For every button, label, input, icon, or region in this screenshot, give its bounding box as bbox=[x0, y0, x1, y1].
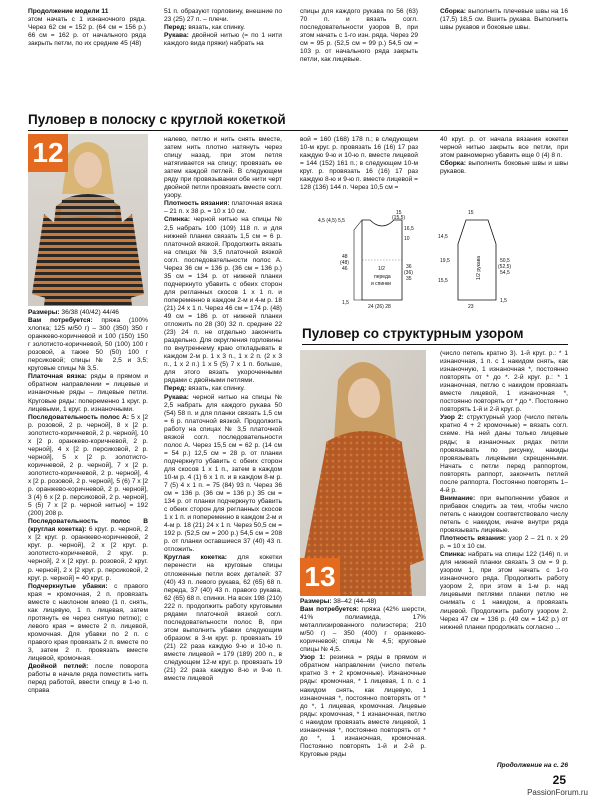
sleeve-label: 1/2 рукава bbox=[476, 255, 482, 280]
dim-l-155: (15,5) bbox=[392, 215, 406, 221]
dim-r-505: 50,5 bbox=[500, 258, 510, 264]
m12-gauge: Плотность вязания: платочная вязка – 21 п. х 38 р. = 10 х 10 см. bbox=[164, 200, 283, 216]
model-12-column-2 bbox=[164, 136, 283, 683]
top-col1-heading: Продолжение модели 11 bbox=[28, 8, 109, 15]
top-col1-text: этом начать с 1 изнаночного ряда. Через 62 см = 152 р. (64 см = 156 р.) 66 см = 162 р. от начального ряда закрыть петли, по их средние 45 (48) bbox=[28, 16, 146, 48]
front-label-3: и спинки bbox=[371, 281, 391, 287]
m12-decreases: Подчеркнутые убавки: с правого края = кромочная, 2 п. провязать вместе с наклоном влево (1 п. снять, как лицевую, 1 п. лицевая, затем протянуть ее через снятую петлю); с левого края = вместе 2 п. лицевой, кромочная. Для убавки по 2 п. с правого края провязать 2 п. вместе по 3, затем 2 п. провязать вместе лицевой, кромочная. bbox=[28, 582, 148, 663]
m12-stripes-a: Последовательность полос А: 5 х [2 р. розовой, 2 р. черной], 8 х [2 р. золотисто-коричневой, 2 р. черной], 10 х [2 р. оранжево-коричневой, 2 р. черной], 4 х [2 р. персиковой, 2 р. черной], 5 х [2 р. золотисто-коричневой, 2 р. черной], 7 х [2 р. золотисто-коричневой, 2 р. черной], 4 х [2 р. розовой, 2 р. черной], 5 (6) 7 х [2 р. оранжево-коричневой, 2 р. черной], 3 (4) 6 х [2 р. персиковой, 2 р. черной], 5 (5) 7 х [2 р. черной нитью] = 192 (200) 208 р. bbox=[28, 413, 148, 518]
pattern-schematic bbox=[318, 208, 548, 312]
dim-r-525: (52,5) bbox=[498, 264, 512, 270]
dim-l-165: 16,5 bbox=[404, 226, 414, 232]
model-12-column-1 bbox=[28, 309, 148, 795]
m13-pattern-2: Узор 2: структурный узор (число петель кратно 4 + 2 кромочные) = вязать согл. схеме. На ней даны только лицевые ряды; в изнаночных рядах петли провязывать по рисунку, накиды провязывать лицевыми скрещенными. Начать с петли перед раппортом, повторять раппорт, закончить петлей после раппорта. Постоянно повторять 1–4-й р. bbox=[440, 414, 568, 494]
m12-double-loop: Двойной петлей: после поворота работы в начале ряда поместить нить перед работой, ввести спицу в 1-ю п. справа bbox=[28, 663, 148, 695]
m12-col3-text: вой = 160 (168) 178 п.; в следующем 10-м круг. р. провязать 16 (16) 17 раз каждую 9-ю и 10-ю п. вместе лицевой = 144 (152) 161 п.; в следующем 10-м круг. р. провязать 16 (16) 17 раз каждую 8-ю и 9-ю п. вместе лицевой = 128 (136) 144 п. Через 10,5 см = bbox=[300, 136, 418, 192]
model-13-column-1 bbox=[300, 598, 426, 780]
top-column-2 bbox=[164, 8, 282, 78]
dim-l-36b: (36) bbox=[404, 270, 413, 276]
model-13-photo bbox=[300, 350, 426, 596]
model-12-badge: 12 bbox=[28, 134, 68, 172]
m12-materials: Вам потребуется: пряжа (100% хлопка; 125 м/50 г) – 300 (350) 350 г оранжево-коричневой и 100 (150) 150 г золотисто-коричневой, 50 (100) 100 г розовой, а также 50 (50) 100 г персиковой; спицы № 2,5 и 3,5; круговые спицы № 3,5. bbox=[28, 317, 148, 373]
model-12-title: Пуловер в полоску с круглой кокеткой bbox=[28, 112, 286, 127]
dim-r-23: 23 bbox=[468, 304, 474, 310]
model-12-title-rule bbox=[28, 130, 568, 131]
model-13-title-rule bbox=[302, 344, 568, 345]
m12-back: Спинка: черной нитью на спицы № 2,5 набрать 100 (109) 118 п. и для нижней планки связать 1,5 см = 6 р. платочной вязкой. Продолжить вязать на спицах № 3,5 платочной вязкой согл. последовательности полос А. Через 36 см = 136 р. (36 см = 136 р.) 35 см = 134 р. от нижней планки подчеркнуто убавить с обеих сторон для регланных скосов 1 х 1 п. и попеременно в каждом 2-м и 4-м р. 18 (21) 24 х 1 п. Через 46 см = 174 р. (48) 49 см = 186 р. от нижней планки отложить по 28 (30) 32 п. средние 22 (23) 24 п. не отдельно закончить раздельно. Для округления горловины по внутреннему краю откладывать в каждом 2-м р. 1 х 3 п., 1 х 2 п. (2 х 3 п., 1 х 2 п.) 1 х 5 (5) 7 х 1 п. больше, для этого вязать укороченными рядами с двойными петлями. bbox=[164, 216, 282, 385]
dim-l-10: 10 bbox=[404, 236, 410, 242]
dim-neck: 4,5 (4,5) 5,5 bbox=[318, 218, 345, 224]
model-13-badge: 13 bbox=[300, 558, 340, 596]
m12-yoke: Круглая кокетка: для кокетки перенести на круговые спицы отложенные петли всех деталей: 37 (40) 43 п. левого рукава, 62 (65) 68 п. переда, 37 (40) 43 п. правого рукава, 62 (65) 68 п. спинки. На всех 198 (210) 222 п. продолжить работу круговыми рядами платочной вязкой согл. последовательности полос В, при этом выполнить убавки следующим образом: в 3-м круг. р. провязать 19 (21) 22 раза каждую 9-ю и 10-ю п. вместе лицевой = 179 (189) 200 п., в следующем 12-м круг. р. провязать 19 (21) 22 раза каждую 8-ю и 9-ю п. вместе лицевой bbox=[164, 554, 282, 683]
front-label-2: переда bbox=[374, 274, 391, 280]
model-13-title: Пуловер со структурным узором bbox=[302, 326, 524, 341]
dim-l-48: 48 bbox=[342, 254, 348, 260]
dim-width: 24 (26) 28 bbox=[368, 304, 391, 310]
top-col2-text: 51 п. образуют горловину, внешние по 23 (25) 27 п. – плечи. bbox=[164, 8, 282, 24]
m12-stitch: Платочная вязка: ряды в прямом и обратном направлении = лицевые и изнаночные ряды – лицевые петли. Круговые ряды: попеременно 1 круг. р. лицевыми, 1 круг. р. изнаночными. bbox=[28, 373, 149, 413]
m13-gauge: Плотность вязания: узор 2 – 21 п. х 29 р. = 10 х 10 см. bbox=[440, 535, 568, 551]
m13-pattern-1: Узор 1: резинка = ряды в прямом и обратном направлении (число петель кратно 3 + 2 кромочные). Изнаночные ряды: кромочная, * 1 лицевая, 1 п. с 1 накидом снять, как лицевую, 1 изнаночная *, постоянно повторять от * до *, 1 лицевая, кромочная. Лицевые ряды: кромочная, * 1 изнаночная, петлю с накидом провязать вместе лицевой, 1 изнаночная *, постоянно повторять от * до *, 1 изнаночная, кромочная. Постоянно повторять 1-й и 2-й р. Круговые ряды bbox=[300, 654, 427, 758]
m12-col4-text: 40 круг. р. от начала вязания кокетки черной нитью закрыть все петли, при этом равномерно убавить еще 0 (4) 8 п. bbox=[440, 136, 568, 160]
dim-r-15: 15 bbox=[468, 210, 474, 216]
top-col2-sleeves: Рукава: двойной нитью (= по 1 нити каждого вида пряжи) набрать на bbox=[164, 32, 282, 48]
page-number: 25 bbox=[552, 773, 566, 787]
front-label-1: 1/2 bbox=[378, 266, 385, 272]
m13-sizes: Размеры: 38–42 (44–48) bbox=[300, 598, 377, 605]
dim-r-195: 19,5 bbox=[440, 258, 450, 264]
m12-front: Перед: вязать, как спинку. bbox=[164, 385, 246, 393]
m12-sleeves: Рукава: черной нитью на спицы № 2,5 набрать для каждого рукава 50 (54) 58 п. и для планки связать 1,5 см = 6 р. платочной вязкой. Продолжить работу на спицах № 3,5 платочной вязкой согл. последовательности полос А. Через 15,5 см = 62 р. (14 см = 54 р.) 12,5 см = 28 р. от планки подчеркнуто убавить с обеих сторон для скосов 1 х 1 п., затем в каждом 10-м р. 4 (1) 6 х 1 п. и в каждом 8-м р. 7 (5) 4 х 1 п. = 75 (84) 93 п. Через 36 см = 136 р. (36 см = 136 р.) 35 см = 134 р. от планки подчеркнуто убавить с обеих сторон для регланных скосов 1 х 1 п. и попеременно в каждом 2-м и 4-м р. 18 (21) 24 х 1 п. Через 50,5 см = 192 р. (52,5 см = 200 р.) 54,5 см = 208 р. от планки оставшиеся 37 (40) 43 п. отложить. bbox=[164, 393, 282, 554]
m13-back: Спинка: набрать на спицы 122 (146) п. и для нижней планки связать 3 см = 9 р. узором 1, при этом начать с 1-го изнаночного ряда. Продолжить работу узором 2, при этом в 1-м р. над лицевыми петлями планки петлю не снимать с 1 накидом, а провязать лицевой. Продолжить работу узором 2. Через 47 см = 136 р. (49 см = 142 р.) от нижней планки продолжать согласно ... bbox=[440, 551, 568, 631]
top-col2-front: Перед: вязать, как спинку. bbox=[164, 24, 246, 32]
dim-r-15b: 1,5 bbox=[500, 298, 507, 304]
model-12-column-3 bbox=[300, 136, 418, 198]
dim-l-35: 35 bbox=[406, 276, 412, 282]
dim-l-46: 46 bbox=[342, 266, 348, 272]
top-column-4 bbox=[440, 8, 568, 78]
m12-assembly: Сборка: выполнить боковые швы и швы рукавов. bbox=[440, 160, 568, 176]
m13-materials: Вам потребуется: пряжа (42% шерсти, 41% полиамида, 17% металлизированного полиэстера; 210 м/50 г) – 350 (400) г оранжево-коричневой; спицы № 4,5; круговые спицы № 4,5. bbox=[300, 606, 426, 654]
top-column-3 bbox=[300, 8, 418, 78]
dim-r-145: 14,5 bbox=[438, 234, 448, 240]
m12-col2-intro: налево, петлю и нить снять вместе, затем нить плотно натянуть через спицу назад, при этом петля натягивается на спицу; провязать ее затем каждой петлей. В следующем ряду при провязывании обе нити черт двойной петли провязать вместе согл. узору. bbox=[164, 136, 282, 200]
dim-l-48b: (48) bbox=[340, 260, 349, 266]
site-watermark: PassionForum.ru bbox=[527, 788, 588, 797]
m12-sizes: Размеры: 36/38 (40/42) 44/46 bbox=[28, 309, 119, 316]
m13-attention: Внимание: при выполнении убавок и прибавок следить за тем, чтобы число петель с накидом соответствовало числу петель с накидом, иначе внутри ряда провязывать лицевые. bbox=[440, 494, 568, 535]
dim-r-545: 54,5 bbox=[500, 270, 510, 276]
top-col3-text: спицы для каждого рукава по 56 (63) 70 п. и вязать согл. последовательности узоров В, при этом начать с 1-го изн. ряда. Через 29 см = 95 р. (52,5 см = 99 р.) 54,5 см = 103 р. от начального ряда закрыть петли, как лицевые. bbox=[300, 8, 418, 64]
dim-r-155: 15,5 bbox=[438, 278, 448, 284]
model-12-photo bbox=[28, 134, 148, 306]
model-12-column-4 bbox=[440, 136, 568, 198]
dim-l-36: 36 bbox=[406, 264, 412, 270]
model-13-column-2 bbox=[440, 350, 568, 760]
continued-note: Продолжение на с. 26 bbox=[496, 762, 568, 769]
top-col4-text: Сборка: выполнить плечевые швы на 16 (17,5) 18,5 см. Вшить рукава. Выполнить швы рукавов и боковые швы. bbox=[440, 8, 568, 32]
m13-col2-intro: (число петель кратно 3). 1-й круг. р.: * 1 изнаночная, 1 п. с 1 накидом снять, как изнаночную, 1 изнаночная *, постоянно повторять от * до *. 2-й круг. р.: * 1 изнаночная, петлю с накидом провязать вместе лицевой, 1 изнаночная *, постоянно повторять от * до *. Постоянно повторять 1-й и 2-й круг. р. bbox=[440, 350, 568, 414]
top-column-1 bbox=[28, 8, 146, 64]
m12-stripes-b: Последовательность полос В (круглая кокетка): 6 круг. р. черной, 2 х [2 круг. р. оранжево-коричневой, 2 круг. р. черной], 2 х [2 круг. р. золотисто-коричневой, 2 круг. р. черной], 2 х [2 круг. р. розовой, 2 круг. р. черной], 2 х [2 круг. р. персиковой, 2 круг. р. черной] = 40 круг. р. bbox=[28, 518, 148, 582]
dim-l-15b: 1,5 bbox=[342, 300, 349, 306]
dim-l-15: 15 bbox=[396, 210, 402, 216]
pattern-schematic-drawing bbox=[318, 208, 548, 312]
